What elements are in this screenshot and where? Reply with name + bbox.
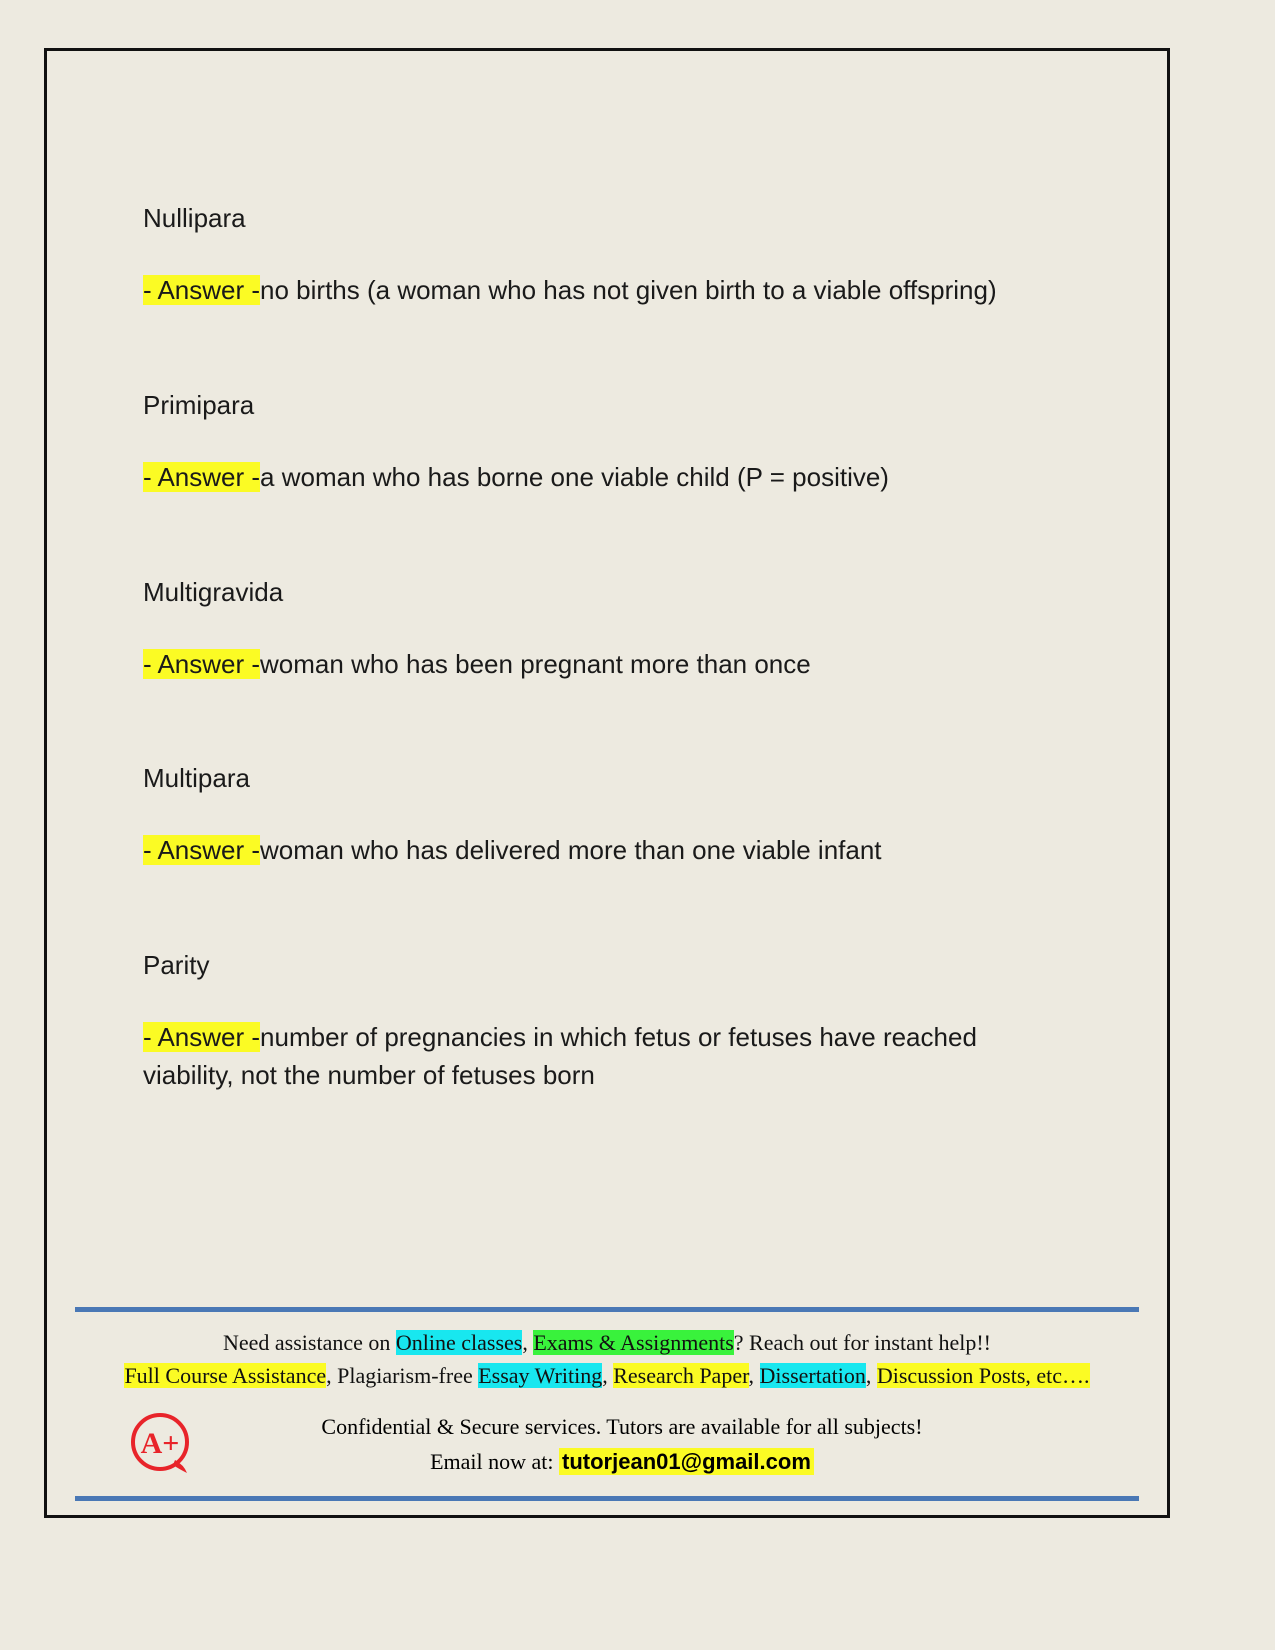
a-plus-badge-icon [107, 1408, 217, 1480]
answer-tag: - Answer - [143, 648, 261, 679]
answer-tag: - Answer - [143, 461, 261, 492]
highlight-essay-writing: Essay Writing [478, 1363, 603, 1388]
highlight-exams-assignments: Exams & Assignments [533, 1330, 734, 1355]
svg-text:A+: A+ [140, 1427, 180, 1460]
answer-line [143, 1019, 1063, 1094]
answer-line [143, 646, 1063, 684]
highlight-discussion-posts: Discussion Posts, etc…. [876, 1363, 1090, 1388]
footer-divider-bottom [75, 1496, 1139, 1501]
footer-bottom-row [67, 1408, 1147, 1480]
answer-line [143, 832, 1063, 870]
notes-content [143, 201, 1063, 1095]
footer-text-block [67, 1326, 1147, 1392]
term-label: Parity [143, 950, 210, 981]
email-address[interactable]: tutorjean01@gmail.com [559, 1448, 814, 1475]
answer-text: woman who has delivered more than one viable infant [260, 835, 882, 866]
confidential-line: Confidential & Secure services. Tutors are available for all subjects! [321, 1413, 923, 1439]
qa-entry [143, 948, 1063, 1094]
qa-entry [143, 388, 1063, 497]
highlight-research-paper: Research Paper [613, 1363, 749, 1388]
footer-text: , [522, 1330, 534, 1355]
answer-text: a woman who has borne one viable child (P = positive) [260, 461, 889, 492]
term-label: Nullipara [143, 203, 246, 233]
term-label: Multigravida [143, 576, 284, 607]
footer-text: , [748, 1363, 760, 1388]
highlight-dissertation: Dissertation [759, 1363, 866, 1388]
answer-tag: - Answer - [143, 275, 261, 306]
footer-text: , Plagiarism-free [326, 1363, 479, 1388]
answer-line [143, 459, 1063, 497]
footer-divider-top [75, 1307, 1139, 1312]
answer-tag: - Answer - [143, 835, 261, 866]
answer-text: number of pregnancies in which fetus or fetuses have reached viability, not the number of fetuses born [143, 1022, 977, 1090]
document-page [44, 48, 1170, 1518]
term-label: Primipara [143, 389, 255, 420]
answer-line [143, 272, 1063, 310]
highlight-full-course: Full Course Assistance [124, 1363, 327, 1388]
answer-tag: - Answer - [143, 1022, 261, 1053]
email-label: Email now at: [430, 1449, 560, 1474]
qa-entry [143, 575, 1063, 684]
qa-entry [143, 201, 1063, 310]
footer-text: Need assistance on [222, 1330, 396, 1355]
footer-text: , [602, 1363, 614, 1388]
footer-text: ? Reach out for instant help!! [733, 1330, 991, 1355]
footer-line-2 [67, 1359, 1147, 1392]
email-line [217, 1444, 1027, 1479]
qa-entry [143, 761, 1063, 870]
footer-text: , [865, 1363, 877, 1388]
term-label: Multipara [143, 763, 250, 794]
promo-footer [67, 1307, 1147, 1501]
footer-line-1 [67, 1326, 1147, 1359]
answer-text: woman who has been pregnant more than once [260, 648, 811, 679]
highlight-online-classes: Online classes [395, 1330, 523, 1355]
answer-text: no births (a woman who has not given birth to a viable offspring) [260, 275, 997, 306]
footer-contact-block [217, 1409, 1027, 1479]
